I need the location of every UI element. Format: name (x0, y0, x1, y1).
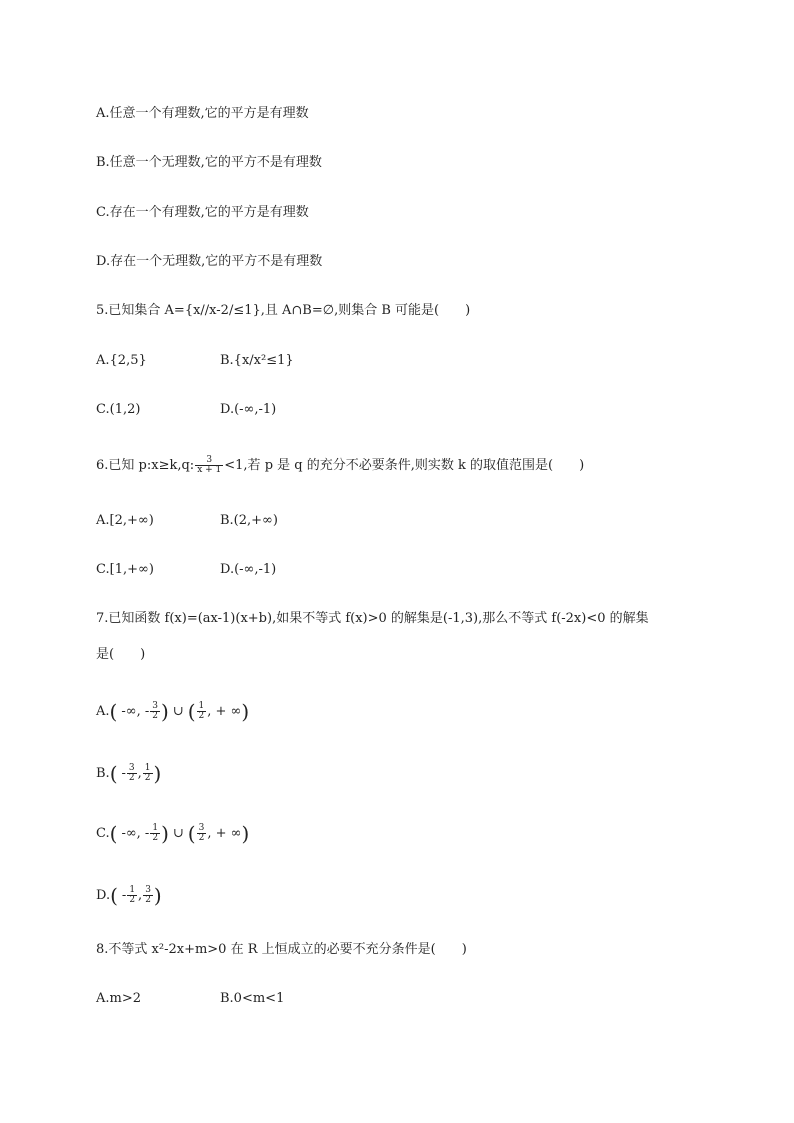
q7-option-d: D.( - $\frac{1}{2}$ , $\frac{3}{2}$ ) (96, 883, 162, 908)
q6-stem-post: <1,若 p 是 q 的充分不必要条件,则实数 k 的取值范围是( (224, 458, 554, 473)
q5-option-c: C.(1,2) (96, 402, 141, 417)
q8-option-b: B.0<m<1 (220, 991, 285, 1006)
q5-stem (96, 302, 470, 320)
q7-a-left: -∞, - (121, 704, 150, 719)
q7-d-frac2-num: 3 (145, 885, 151, 895)
q7-option-c: C.( -∞, - $\frac{1}{2}$ ) ∪ ( $\frac{3}{2}$ , + ∞) (96, 821, 250, 846)
q7-b-frac2-den: 2 (144, 773, 151, 783)
q6-option-a: A.[2,+∞) (96, 513, 154, 528)
q7-d-frac1-num: 1 (129, 885, 136, 895)
q7-c-frac2-den: 2 (198, 833, 205, 843)
q7-b-frac1 (127, 764, 137, 783)
q7-b-frac2 (143, 764, 153, 783)
q8-stem-close: ) (461, 942, 467, 957)
q4-option-b: B.任意一个无理数,它的平方不是有理数 (96, 155, 322, 170)
q7-b-frac1-den: 2 (128, 773, 135, 783)
q5-option-b: B.{x/x²≤1} (220, 353, 294, 368)
q7-d-frac2 (143, 886, 153, 905)
q6-option-c: C.[1,+∞) (96, 562, 154, 577)
q4-option-d: D.存在一个无理数,它的平方不是有理数 (96, 254, 323, 269)
q8-stem (96, 941, 467, 959)
q7-c-label: C. (96, 826, 110, 841)
q7-a-union: ∪ (172, 704, 184, 719)
q7-option-a: A.( -∞, - $\frac{3}{2}$ ) ∪ ( $\frac{1}{2}$ , + ∞) (96, 699, 250, 724)
q7-a-label: A. (96, 704, 110, 719)
q6-frac-den: x + 1 (197, 465, 222, 475)
q7-c-left: -∞, - (121, 826, 150, 841)
q4-option-a: A.任意一个有理数,它的平方是有理数 (96, 106, 309, 121)
q7-a-frac1-den: 2 (152, 711, 158, 721)
q7-stem-close: ) (140, 647, 146, 662)
q7-stem-line2-text: 是( (96, 647, 115, 662)
q7-a-frac1-num: 3 (152, 701, 158, 711)
q7-c-frac1 (150, 824, 160, 843)
q7-stem-line1: 7.已知函数 f(x)=(ax-1)(x+b),如果不等式 f(x)>0 的解集是(-1,3),那么不等式 f(-2x)<0 的解集 (96, 611, 649, 626)
q7-c-right: , + ∞ (207, 826, 242, 841)
q5-option-a: A.{2,5} (96, 353, 147, 368)
q7-b-frac2-num: 1 (144, 763, 151, 773)
q7-c-union: ∪ (172, 826, 184, 841)
q5-option-d: D.(-∞,-1) (220, 402, 277, 417)
q7-d-label: D. (96, 888, 111, 903)
q7-d-frac2-den: 2 (145, 895, 151, 905)
q7-c-frac1-num: 1 (152, 823, 159, 833)
q6-option-d: D.(-∞,-1) (220, 562, 277, 577)
q7-b-label: B. (96, 766, 110, 781)
q6-fraction (195, 456, 223, 475)
q4-option-c: C.存在一个有理数,它的平方是有理数 (96, 205, 309, 220)
q7-b-neg: - (121, 766, 126, 781)
q5-stem-close: ) (465, 303, 471, 318)
q7-c-frac1-den: 2 (152, 833, 159, 843)
q8-option-a: A.m>2 (96, 991, 142, 1006)
q6-option-b: B.(2,+∞) (220, 513, 278, 528)
q6-frac-num: 3 (206, 455, 213, 465)
q7-d-neg: - (121, 888, 127, 903)
q7-c-frac2-num: 3 (198, 823, 205, 833)
q6-stem (96, 456, 584, 475)
q6-stem-close: ) (579, 458, 585, 473)
q7-a-right: , + ∞ (207, 704, 242, 719)
q7-a-frac1 (150, 702, 160, 721)
q7-c-frac2 (197, 824, 207, 843)
q7-a-frac2 (197, 702, 207, 721)
q5-stem-text: 5.已知集合 A={x//x-2/≤1},且 A∩B=∅,则集合 B 可能是( (96, 303, 440, 318)
q8-stem-text: 8.不等式 x²-2x+m>0 在 R 上恒成立的必要不充分条件是( (96, 942, 436, 957)
q7-a-frac2-num: 1 (198, 701, 205, 711)
q7-option-b: B.( - $\frac{3}{2}$ , $\frac{1}{2}$ ) (96, 761, 162, 786)
q6-stem-pre: 6.已知 p:x≥k,q: (96, 458, 195, 473)
q7-d-frac1 (127, 886, 137, 905)
q7-stem-line2 (96, 646, 145, 664)
q7-d-frac1-den: 2 (129, 895, 136, 905)
q7-a-frac2-den: 2 (198, 711, 205, 721)
q7-b-frac1-num: 3 (128, 763, 135, 773)
